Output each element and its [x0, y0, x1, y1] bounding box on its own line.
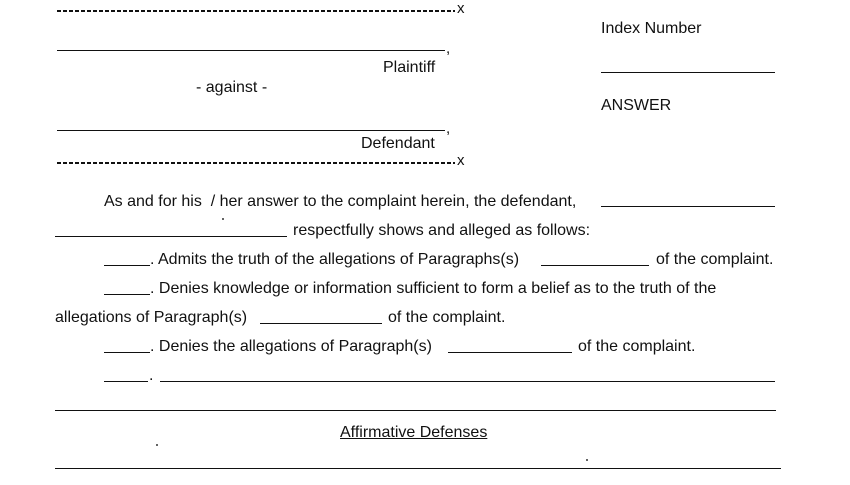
denies-knowledge-paragraphs-blank[interactable] — [260, 323, 382, 324]
denies-check-blank[interactable] — [104, 352, 150, 353]
against-label: - against - — [196, 79, 268, 96]
caption-top-x: x — [457, 0, 465, 17]
stray-mark — [586, 459, 588, 461]
stray-mark — [222, 218, 224, 220]
defendant-name-blank[interactable] — [601, 206, 775, 207]
other-response-blank[interactable] — [160, 381, 775, 382]
caption-top-divider — [57, 0, 477, 17]
defendant-label: Defendant — [361, 135, 435, 152]
denies-text: . Denies the allegations of Paragraph(s) — [150, 338, 432, 355]
index-number-label: Index Number — [601, 20, 702, 37]
defendant-name-continued-blank[interactable] — [55, 236, 287, 237]
denies-knowledge-check-blank[interactable] — [104, 294, 150, 295]
admits-text: . Admits the truth of the allegations of Paragraphs(s) — [150, 251, 520, 268]
plaintiff-label: Plaintiff — [383, 59, 436, 76]
defendant-name-field[interactable] — [57, 130, 445, 131]
other-check-blank[interactable] — [104, 381, 148, 382]
index-number-field[interactable] — [601, 72, 775, 73]
denies-knowledge-suffix: of the complaint. — [388, 309, 506, 326]
admits-check-blank[interactable] — [104, 265, 150, 266]
affirmative-defenses-heading: Affirmative Defenses — [340, 424, 488, 441]
plaintiff-comma: , — [446, 40, 451, 57]
other-period: . — [149, 367, 154, 384]
denies-paragraphs-blank[interactable] — [448, 352, 572, 353]
plaintiff-name-field[interactable] — [57, 50, 445, 51]
admits-paragraphs-blank[interactable] — [541, 265, 649, 266]
denies-suffix: of the complaint. — [578, 338, 696, 355]
answer-title: ANSWER — [601, 97, 672, 114]
defendant-comma: , — [446, 120, 451, 137]
response-continuation-line[interactable] — [55, 410, 776, 411]
stray-mark — [156, 444, 158, 446]
intro-text-line2: respectfully shows and alleged as follows: — [293, 222, 591, 239]
affirmative-defense-line[interactable] — [55, 468, 781, 469]
intro-text-line1: As and for his / her answer to the complaint herein, the defendant, — [104, 193, 577, 210]
caption-bottom-x: x — [457, 152, 465, 169]
denies-knowledge-text: . Denies knowledge or information sufficient to form a belief as to the truth of the — [150, 280, 717, 297]
caption-bottom-divider — [57, 152, 477, 169]
denies-knowledge-line2: allegations of Paragraph(s) — [55, 309, 248, 326]
admits-suffix: of the complaint. — [656, 251, 774, 268]
